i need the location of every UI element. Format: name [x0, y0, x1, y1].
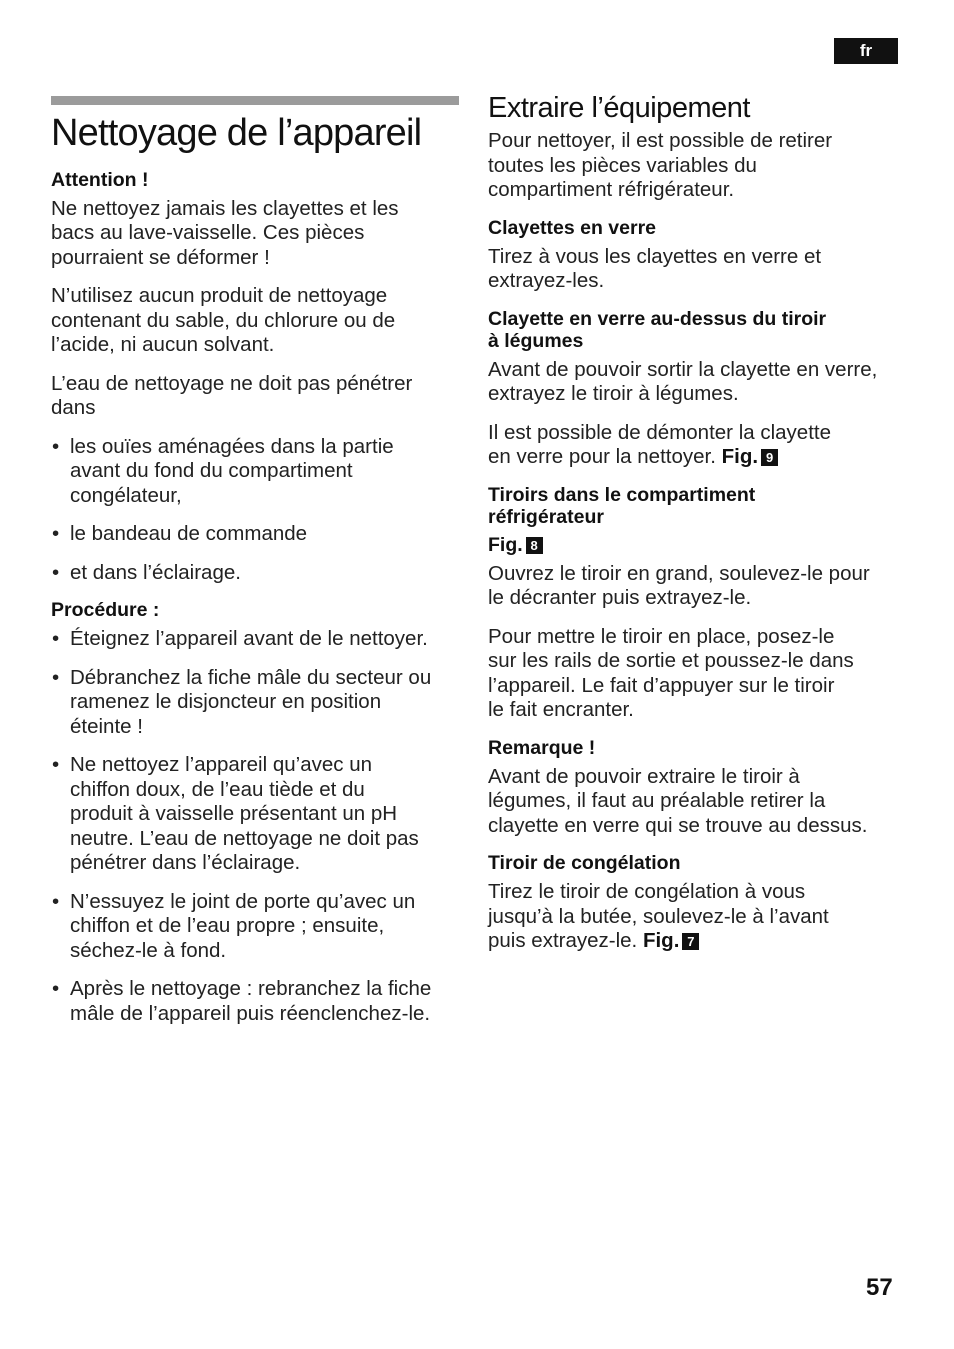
replace-drawer-text: Pour mettre le tiroir en place, posez-le sur les rails de sortie et poussez-le dans l’appareil. Le fait d’appuyer sur le tiroir le fait encranter. — [488, 624, 854, 722]
freezer-drawer-text: Tirez le tiroir de congélation à vous jusqu’à la butée, soulevez-le à l’avant puis extrayez-le. Fig. 7 — [488, 880, 829, 953]
list-item: • Ne nettoyez l’appareil qu’avec un chiffon doux, de l’eau tiède et du produit à vaisselle présentant un pH neutre. L’eau de nettoyage ne doit pas pénétrer dans l’éclairage. — [51, 753, 459, 876]
language-badge: fr — [834, 38, 898, 64]
figure-reference: Fig. — [721, 445, 759, 469]
attention-text: Ne nettoyez jamais les clayettes et les bacs au lave-vaisselle. Ces pièces pourraient se déformer ! — [51, 196, 399, 269]
water-text: L’eau de nettoyage ne doit pas pénétrer dans — [51, 371, 413, 420]
list-item: • et dans l’éclairage. — [51, 561, 459, 586]
drawers-figure-reference: Fig. 8 — [488, 534, 904, 556]
figure-number-badge: 7 — [682, 933, 699, 950]
procedure-list — [51, 627, 459, 1026]
list-item: • N’essuyez le joint de porte qu’avec un chiffon et de l’eau propre ; ensuite, séchez-le à fond. — [51, 890, 459, 964]
glass-over-drawer-text: Avant de pouvoir sortir la clayette en verre, extrayez le tiroir à légumes. — [488, 357, 878, 406]
note-label: Remarque ! — [488, 736, 596, 759]
note-text: Avant de pouvoir extraire le tiroir à légumes, il faut au préalable retirer la clayette en verre qui se trouve au dessus. — [488, 764, 868, 837]
glass-shelves-label: Clayettes en verre — [488, 216, 657, 239]
section-title: Nettoyage de l’appareil — [51, 112, 422, 154]
procedure-label: Procédure : — [51, 599, 160, 622]
list-item: • le bandeau de commande — [51, 522, 459, 547]
figure-number-badge: 9 — [761, 449, 778, 466]
list-item: • Après le nettoyage : rebranchez la fiche mâle de l’appareil puis réenclenchez-le. — [51, 977, 459, 1026]
cleaning-section — [51, 96, 459, 1026]
page-number: 57 — [866, 1274, 893, 1301]
list-item: • Éteignez l’appareil avant de le nettoyer. — [51, 627, 459, 652]
drawers-text: Ouvrez le tiroir en grand, soulevez-le pour le décranter puis extrayez-le. — [488, 561, 870, 610]
dismantle-text: Il est possible de démonter la clayette en verre pour la nettoyer. Fig. 9 — [488, 420, 831, 469]
intro-text: Pour nettoyer, il est possible de retirer toutes les pièces variables du compartiment réfrigérateur. — [488, 129, 833, 202]
list-item: • Débranchez la fiche mâle du secteur ou ramenez le disjoncteur en position éteinte ! — [51, 666, 459, 740]
water-list — [51, 435, 459, 586]
drawers-label: Tiroirs dans le compartiment réfrigérateur — [488, 483, 756, 528]
warning-text: N’utilisez aucun produit de nettoyage contenant du sable, du chlorure ou de l’acide, ni aucun solvant. — [51, 284, 396, 357]
glass-shelves-text: Tirez à vous les clayettes en verre et extrayez-les. — [488, 244, 822, 293]
section-title: Extraire l’équipement — [488, 92, 750, 124]
remove-equipment-section — [488, 92, 904, 954]
section-title-bar — [51, 96, 459, 105]
glass-over-drawer-label: Clayette en verre au-dessus du tiroir à légumes — [488, 307, 827, 352]
figure-number-badge: 8 — [526, 537, 543, 554]
figure-reference: Fig. — [642, 929, 680, 953]
list-item: • les ouïes aménagées dans la partie avant du fond du compartiment congélateur, — [51, 435, 459, 509]
freezer-drawer-label: Tiroir de congélation — [488, 852, 681, 875]
attention-label: Attention ! — [51, 168, 149, 191]
